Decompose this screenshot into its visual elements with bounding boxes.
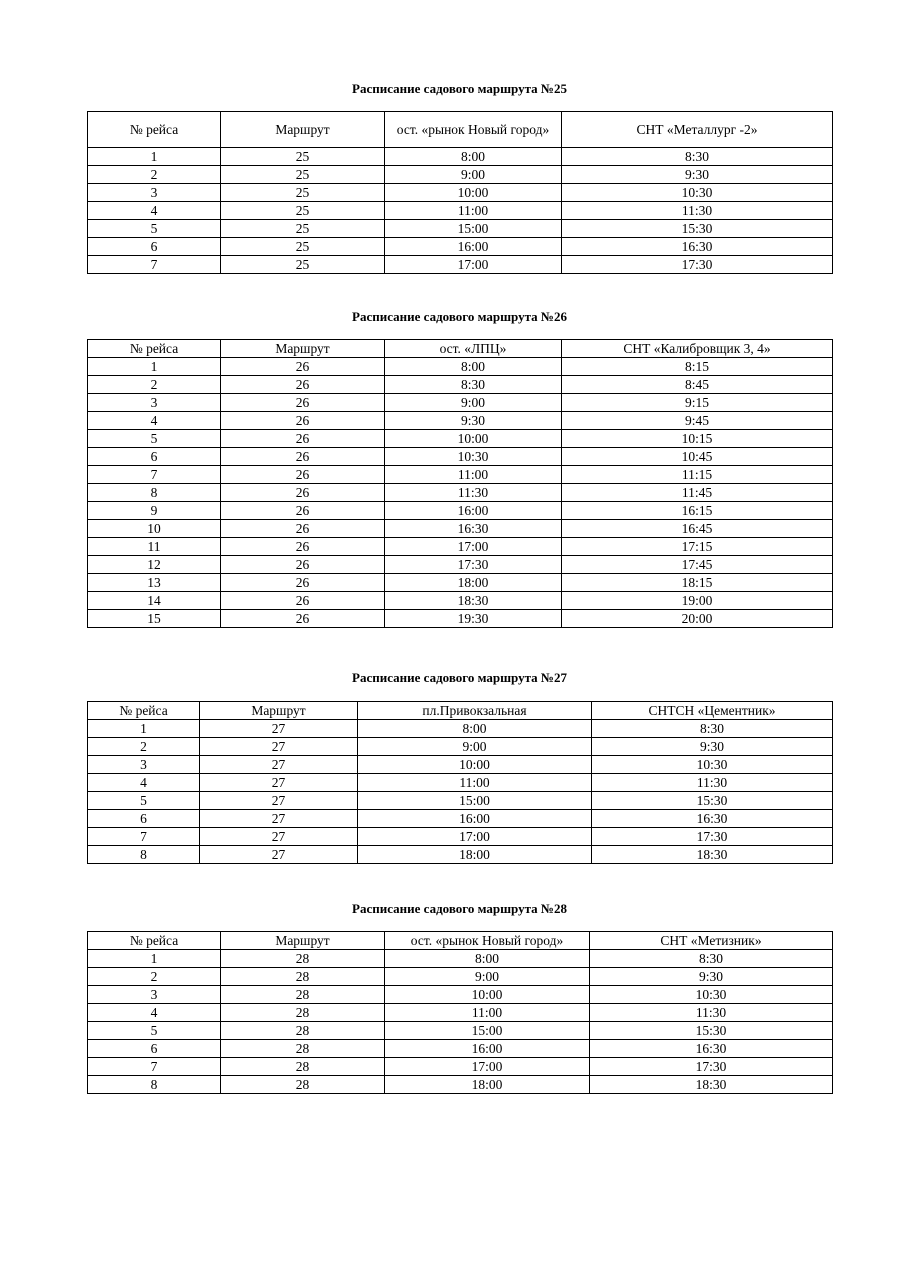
arrival-time-cell: 11:30 (592, 774, 833, 792)
arrival-time-cell: 8:30 (590, 950, 833, 968)
departure-time-cell: 18:30 (385, 592, 562, 610)
table-row (88, 968, 833, 986)
column-header: ост. «рынок Новый город» (385, 932, 590, 950)
table-row (88, 484, 833, 502)
arrival-time-cell: 16:45 (562, 520, 833, 538)
arrival-time-cell: 15:30 (592, 792, 833, 810)
column-header: № рейса (88, 702, 200, 720)
arrival-time-cell: 19:00 (562, 592, 833, 610)
trip-number-cell: 4 (88, 202, 221, 220)
schedule-title: Расписание садового маршрута №27 (352, 670, 567, 685)
schedule-table (87, 701, 833, 864)
table-row (88, 774, 833, 792)
trip-number-cell: 5 (88, 430, 221, 448)
arrival-time-cell: 17:45 (562, 556, 833, 574)
route-cell: 25 (221, 256, 385, 274)
trip-number-cell: 5 (88, 792, 200, 810)
departure-time-cell: 9:00 (385, 968, 590, 986)
column-header: СНТСН «Цементник» (592, 702, 833, 720)
trip-number-cell: 8 (88, 1076, 221, 1094)
departure-time-cell: 10:00 (385, 986, 590, 1004)
table-row (88, 466, 833, 484)
departure-time-cell: 10:00 (385, 430, 562, 448)
schedule-route-27 (87, 670, 832, 864)
route-cell: 28 (221, 1004, 385, 1022)
departure-time-cell: 10:30 (385, 448, 562, 466)
arrival-time-cell: 10:30 (592, 756, 833, 774)
route-cell: 26 (221, 412, 385, 430)
trip-number-cell: 2 (88, 376, 221, 394)
table-row (88, 520, 833, 538)
arrival-time-cell: 18:30 (592, 846, 833, 864)
departure-time-cell: 15:00 (385, 1022, 590, 1040)
arrival-time-cell: 10:30 (562, 184, 833, 202)
table-row (88, 148, 833, 166)
trip-number-cell: 3 (88, 986, 221, 1004)
table-row (88, 412, 833, 430)
departure-time-cell: 15:00 (358, 792, 592, 810)
departure-time-cell: 8:00 (385, 358, 562, 376)
table-row (88, 1058, 833, 1076)
departure-time-cell: 18:00 (385, 1076, 590, 1094)
trip-number-cell: 7 (88, 828, 200, 846)
departure-time-cell: 18:00 (358, 846, 592, 864)
route-cell: 27 (200, 756, 358, 774)
departure-time-cell: 18:00 (385, 574, 562, 592)
table-row (88, 238, 833, 256)
column-header: пл.Привокзальная (358, 702, 592, 720)
trip-number-cell: 2 (88, 738, 200, 756)
schedule-title: Расписание садового маршрута №26 (352, 309, 567, 324)
departure-time-cell: 11:00 (385, 202, 562, 220)
departure-time-cell: 9:00 (385, 394, 562, 412)
route-cell: 25 (221, 184, 385, 202)
arrival-time-cell: 8:45 (562, 376, 833, 394)
arrival-time-cell: 11:30 (590, 1004, 833, 1022)
trip-number-cell: 1 (88, 720, 200, 738)
route-cell: 27 (200, 774, 358, 792)
schedule-route-25 (87, 81, 832, 274)
arrival-time-cell: 9:30 (592, 738, 833, 756)
departure-time-cell: 8:00 (385, 950, 590, 968)
route-cell: 25 (221, 220, 385, 238)
arrival-time-cell: 15:30 (590, 1022, 833, 1040)
table-body (88, 720, 833, 864)
departure-time-cell: 11:00 (358, 774, 592, 792)
route-cell: 27 (200, 810, 358, 828)
arrival-time-cell: 11:15 (562, 466, 833, 484)
trip-number-cell: 7 (88, 1058, 221, 1076)
trip-number-cell: 2 (88, 166, 221, 184)
table-row (88, 430, 833, 448)
table-row (88, 738, 833, 756)
departure-time-cell: 11:30 (385, 484, 562, 502)
departure-time-cell: 8:30 (385, 376, 562, 394)
departure-time-cell: 16:00 (358, 810, 592, 828)
table-row (88, 610, 833, 628)
departure-time-cell: 9:30 (385, 412, 562, 430)
route-cell: 26 (221, 448, 385, 466)
arrival-time-cell: 17:30 (592, 828, 833, 846)
arrival-time-cell: 16:15 (562, 502, 833, 520)
trip-number-cell: 1 (88, 148, 221, 166)
route-cell: 25 (221, 166, 385, 184)
schedule-table (87, 931, 833, 1094)
route-cell: 26 (221, 502, 385, 520)
table-row (88, 166, 833, 184)
schedule-route-28 (87, 901, 832, 1094)
table-body (88, 148, 833, 274)
arrival-time-cell: 10:45 (562, 448, 833, 466)
route-cell: 26 (221, 484, 385, 502)
trip-number-cell: 6 (88, 238, 221, 256)
arrival-time-cell: 9:15 (562, 394, 833, 412)
table-header-row (88, 112, 833, 148)
departure-time-cell: 17:30 (385, 556, 562, 574)
table-row (88, 220, 833, 238)
trip-number-cell: 9 (88, 502, 221, 520)
route-cell: 28 (221, 1058, 385, 1076)
route-cell: 27 (200, 792, 358, 810)
trip-number-cell: 4 (88, 412, 221, 430)
column-header: ост. «рынок Новый город» (385, 112, 562, 148)
arrival-time-cell: 9:30 (562, 166, 833, 184)
table-row (88, 394, 833, 412)
trip-number-cell: 4 (88, 1004, 221, 1022)
route-cell: 27 (200, 828, 358, 846)
arrival-time-cell: 18:30 (590, 1076, 833, 1094)
arrival-time-cell: 10:30 (590, 986, 833, 1004)
trip-number-cell: 7 (88, 466, 221, 484)
table-row (88, 792, 833, 810)
table-row (88, 376, 833, 394)
trip-number-cell: 5 (88, 220, 221, 238)
departure-time-cell: 10:00 (385, 184, 562, 202)
column-header: Маршрут (221, 340, 385, 358)
column-header: № рейса (88, 112, 221, 148)
arrival-time-cell: 11:45 (562, 484, 833, 502)
route-cell: 25 (221, 148, 385, 166)
table-row (88, 592, 833, 610)
route-cell: 28 (221, 1022, 385, 1040)
route-cell: 26 (221, 574, 385, 592)
departure-time-cell: 19:30 (385, 610, 562, 628)
route-cell: 28 (221, 950, 385, 968)
arrival-time-cell: 20:00 (562, 610, 833, 628)
arrival-time-cell: 16:30 (592, 810, 833, 828)
arrival-time-cell: 16:30 (590, 1040, 833, 1058)
departure-time-cell: 17:00 (358, 828, 592, 846)
table-row (88, 448, 833, 466)
table-row (88, 256, 833, 274)
arrival-time-cell: 17:30 (590, 1058, 833, 1076)
route-cell: 26 (221, 358, 385, 376)
route-cell: 26 (221, 394, 385, 412)
table-row (88, 720, 833, 738)
table-row (88, 950, 833, 968)
table-row (88, 502, 833, 520)
table-row (88, 846, 833, 864)
route-cell: 26 (221, 610, 385, 628)
table-header-row (88, 340, 833, 358)
table-row (88, 1040, 833, 1058)
arrival-time-cell: 8:15 (562, 358, 833, 376)
trip-number-cell: 7 (88, 256, 221, 274)
trip-number-cell: 6 (88, 1040, 221, 1058)
trip-number-cell: 4 (88, 774, 200, 792)
route-cell: 28 (221, 986, 385, 1004)
trip-number-cell: 3 (88, 394, 221, 412)
table-row (88, 1076, 833, 1094)
route-cell: 28 (221, 968, 385, 986)
table-row (88, 538, 833, 556)
trip-number-cell: 5 (88, 1022, 221, 1040)
column-header: № рейса (88, 340, 221, 358)
arrival-time-cell: 10:15 (562, 430, 833, 448)
trip-number-cell: 3 (88, 756, 200, 774)
table-body (88, 950, 833, 1094)
arrival-time-cell: 16:30 (562, 238, 833, 256)
departure-time-cell: 17:00 (385, 256, 562, 274)
departure-time-cell: 16:00 (385, 238, 562, 256)
route-cell: 26 (221, 538, 385, 556)
route-cell: 26 (221, 520, 385, 538)
column-header: Маршрут (221, 932, 385, 950)
route-cell: 25 (221, 238, 385, 256)
departure-time-cell: 11:00 (385, 1004, 590, 1022)
column-header: Маршрут (200, 702, 358, 720)
table-header-row (88, 932, 833, 950)
departure-time-cell: 16:30 (385, 520, 562, 538)
table-row (88, 184, 833, 202)
table-row (88, 202, 833, 220)
schedule-table (87, 111, 833, 274)
table-row (88, 810, 833, 828)
schedule-title: Расписание садового маршрута №25 (352, 81, 567, 96)
route-cell: 26 (221, 466, 385, 484)
trip-number-cell: 14 (88, 592, 221, 610)
trip-number-cell: 2 (88, 968, 221, 986)
trip-number-cell: 11 (88, 538, 221, 556)
route-cell: 28 (221, 1040, 385, 1058)
route-cell: 25 (221, 202, 385, 220)
trip-number-cell: 8 (88, 846, 200, 864)
departure-time-cell: 11:00 (385, 466, 562, 484)
trip-number-cell: 15 (88, 610, 221, 628)
arrival-time-cell: 17:15 (562, 538, 833, 556)
column-header: Маршрут (221, 112, 385, 148)
table-row (88, 986, 833, 1004)
table-row (88, 358, 833, 376)
route-cell: 26 (221, 376, 385, 394)
departure-time-cell: 17:00 (385, 1058, 590, 1076)
arrival-time-cell: 8:30 (592, 720, 833, 738)
column-header: № рейса (88, 932, 221, 950)
trip-number-cell: 10 (88, 520, 221, 538)
route-cell: 27 (200, 846, 358, 864)
table-row (88, 756, 833, 774)
trip-number-cell: 6 (88, 448, 221, 466)
table-row (88, 574, 833, 592)
schedule-table (87, 339, 833, 628)
column-header: СНТ «Металлург -2» (562, 112, 833, 148)
departure-time-cell: 16:00 (385, 1040, 590, 1058)
arrival-time-cell: 15:30 (562, 220, 833, 238)
arrival-time-cell: 8:30 (562, 148, 833, 166)
departure-time-cell: 15:00 (385, 220, 562, 238)
table-row (88, 556, 833, 574)
trip-number-cell: 3 (88, 184, 221, 202)
route-cell: 26 (221, 592, 385, 610)
column-header: СНТ «Калибровщик 3, 4» (562, 340, 833, 358)
table-header-row (88, 702, 833, 720)
route-cell: 26 (221, 430, 385, 448)
departure-time-cell: 9:00 (358, 738, 592, 756)
arrival-time-cell: 9:30 (590, 968, 833, 986)
route-cell: 27 (200, 738, 358, 756)
table-row (88, 828, 833, 846)
arrival-time-cell: 18:15 (562, 574, 833, 592)
trip-number-cell: 8 (88, 484, 221, 502)
table-row (88, 1004, 833, 1022)
arrival-time-cell: 17:30 (562, 256, 833, 274)
route-cell: 27 (200, 720, 358, 738)
departure-time-cell: 10:00 (358, 756, 592, 774)
schedule-route-26 (87, 309, 832, 628)
departure-time-cell: 8:00 (385, 148, 562, 166)
trip-number-cell: 1 (88, 950, 221, 968)
route-cell: 26 (221, 556, 385, 574)
arrival-time-cell: 9:45 (562, 412, 833, 430)
departure-time-cell: 8:00 (358, 720, 592, 738)
trip-number-cell: 6 (88, 810, 200, 828)
trip-number-cell: 12 (88, 556, 221, 574)
table-body (88, 358, 833, 628)
route-cell: 28 (221, 1076, 385, 1094)
column-header: СНТ «Метизник» (590, 932, 833, 950)
departure-time-cell: 16:00 (385, 502, 562, 520)
arrival-time-cell: 11:30 (562, 202, 833, 220)
table-row (88, 1022, 833, 1040)
column-header: ост. «ЛПЦ» (385, 340, 562, 358)
trip-number-cell: 13 (88, 574, 221, 592)
departure-time-cell: 9:00 (385, 166, 562, 184)
trip-number-cell: 1 (88, 358, 221, 376)
departure-time-cell: 17:00 (385, 538, 562, 556)
schedule-title: Расписание садового маршрута №28 (352, 901, 567, 916)
